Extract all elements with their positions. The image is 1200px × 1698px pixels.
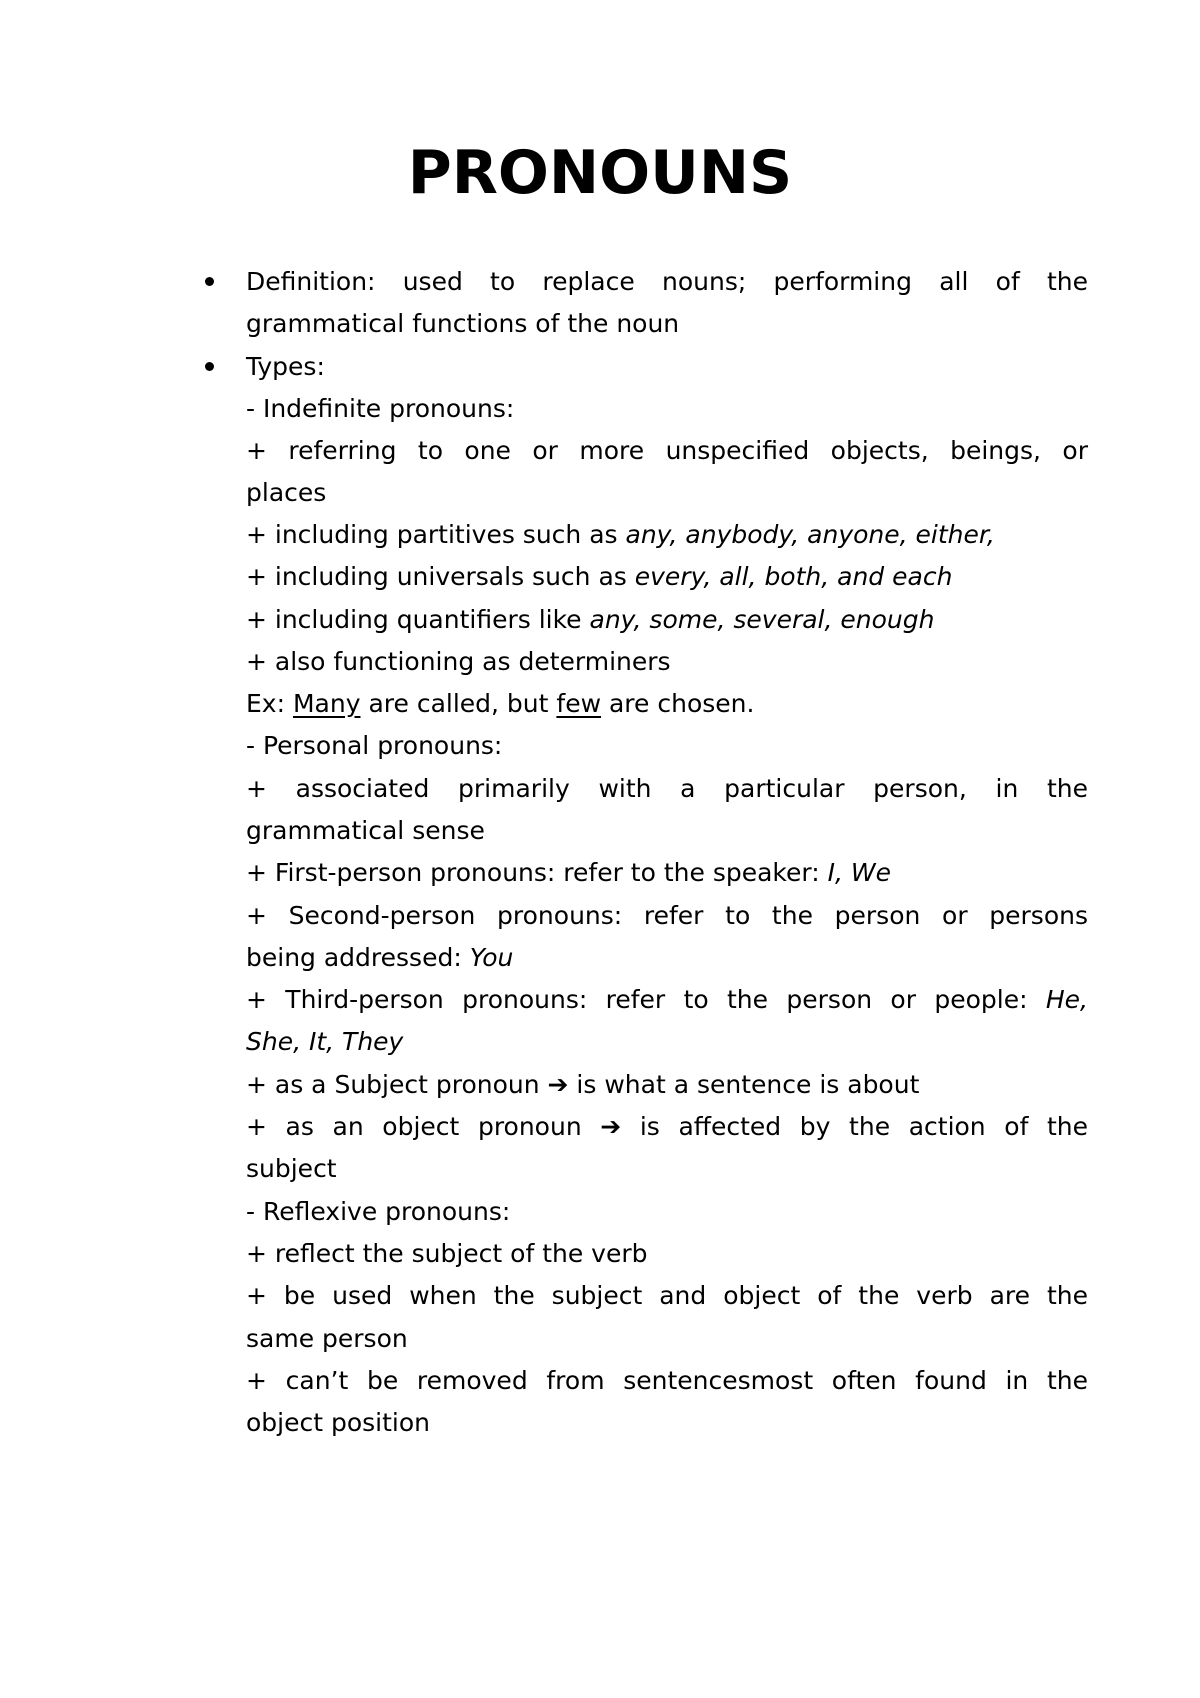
indefinite-line-1: + referring to one or more unspecified objects, beings, or	[246, 436, 1088, 465]
example-middle: are called, but	[360, 689, 557, 718]
reflexive-heading: - Reflexive pronouns:	[246, 1197, 511, 1226]
object-pronoun-line-2: subject	[246, 1154, 337, 1183]
first-person-line	[246, 850, 1088, 896]
example-word-few: few	[556, 689, 602, 718]
personal-line-1: + associated primarily with a particular person, in the	[246, 774, 1088, 803]
subject-pronoun-line	[246, 1062, 1088, 1108]
reflexive-line-5: object position	[246, 1408, 431, 1437]
indefinite-line-2: places	[246, 478, 327, 507]
example-end: are chosen.	[601, 689, 755, 718]
arrow-right-icon: ➔	[547, 1070, 569, 1099]
page-title: PRONOUNS	[407, 138, 793, 208]
reflexive-line-3: same person	[246, 1324, 408, 1353]
reflexive-line-2: + be used when the subject and object of the verb are the	[246, 1281, 1088, 1310]
universals-text: + including universals such as	[246, 562, 635, 591]
subject-pronoun-text: + as a Subject pronoun	[246, 1070, 548, 1099]
object-pronoun-desc: is affected by the action of the	[621, 1112, 1089, 1141]
bullet-marker	[205, 259, 214, 305]
second-person-line: + Second-person pronouns: refer to the person or persons	[246, 901, 1088, 930]
indefinite-heading: - Indefinite pronouns:	[246, 394, 515, 423]
object-pronoun-line	[246, 1104, 1088, 1150]
example-prefix: Ex:	[246, 689, 293, 718]
arrow-right-icon: ➔	[600, 1112, 622, 1141]
partitives-examples: any, anybody, anyone, either,	[625, 520, 995, 549]
partitives-text: + including partitives such as	[246, 520, 626, 549]
third-person-text: + Third-person pronouns: refer to the person or people:	[246, 985, 1046, 1014]
first-person-examples: I, We	[827, 858, 891, 887]
types-label: Types:	[246, 352, 325, 381]
reflexive-line-4: + can’t be removed from sentencesmost often found in the	[246, 1366, 1088, 1395]
third-person-examples-1: He,	[1045, 985, 1088, 1014]
third-person-examples-2: She, It, They	[246, 1027, 404, 1056]
third-person-line-2	[246, 1019, 1088, 1065]
personal-heading: - Personal pronouns:	[246, 731, 503, 760]
second-person-text: being addressed:	[246, 943, 470, 972]
definition-line-2: grammatical functions of the noun	[246, 309, 680, 338]
indefinite-example	[246, 681, 1088, 727]
example-word-many: Many	[292, 689, 361, 718]
quantifiers-text: + including quantifiers like	[246, 605, 590, 634]
first-person-text: + First-person pronouns: refer to the speaker:	[246, 858, 828, 887]
universals-examples: every, all, both, and each	[634, 562, 953, 591]
second-person-line-2	[246, 935, 1088, 981]
subject-pronoun-desc: is what a sentence is about	[568, 1070, 920, 1099]
indefinite-universals	[246, 554, 1088, 600]
indefinite-quantifiers	[246, 597, 1088, 643]
second-person-examples: You	[469, 943, 514, 972]
object-pronoun-text: + as an object pronoun	[246, 1112, 601, 1141]
quantifiers-examples: any, some, several, enough	[589, 605, 935, 634]
personal-line-2: grammatical sense	[246, 816, 485, 845]
reflexive-line-1: + reflect the subject of the verb	[246, 1239, 648, 1268]
indefinite-determiners: + also functioning as determiners	[246, 647, 671, 676]
third-person-line	[246, 977, 1088, 1023]
definition-line-1: Definition: used to replace nouns; performing all of the	[246, 267, 1088, 296]
bullet-marker	[205, 344, 214, 390]
indefinite-partitives	[246, 512, 1088, 558]
